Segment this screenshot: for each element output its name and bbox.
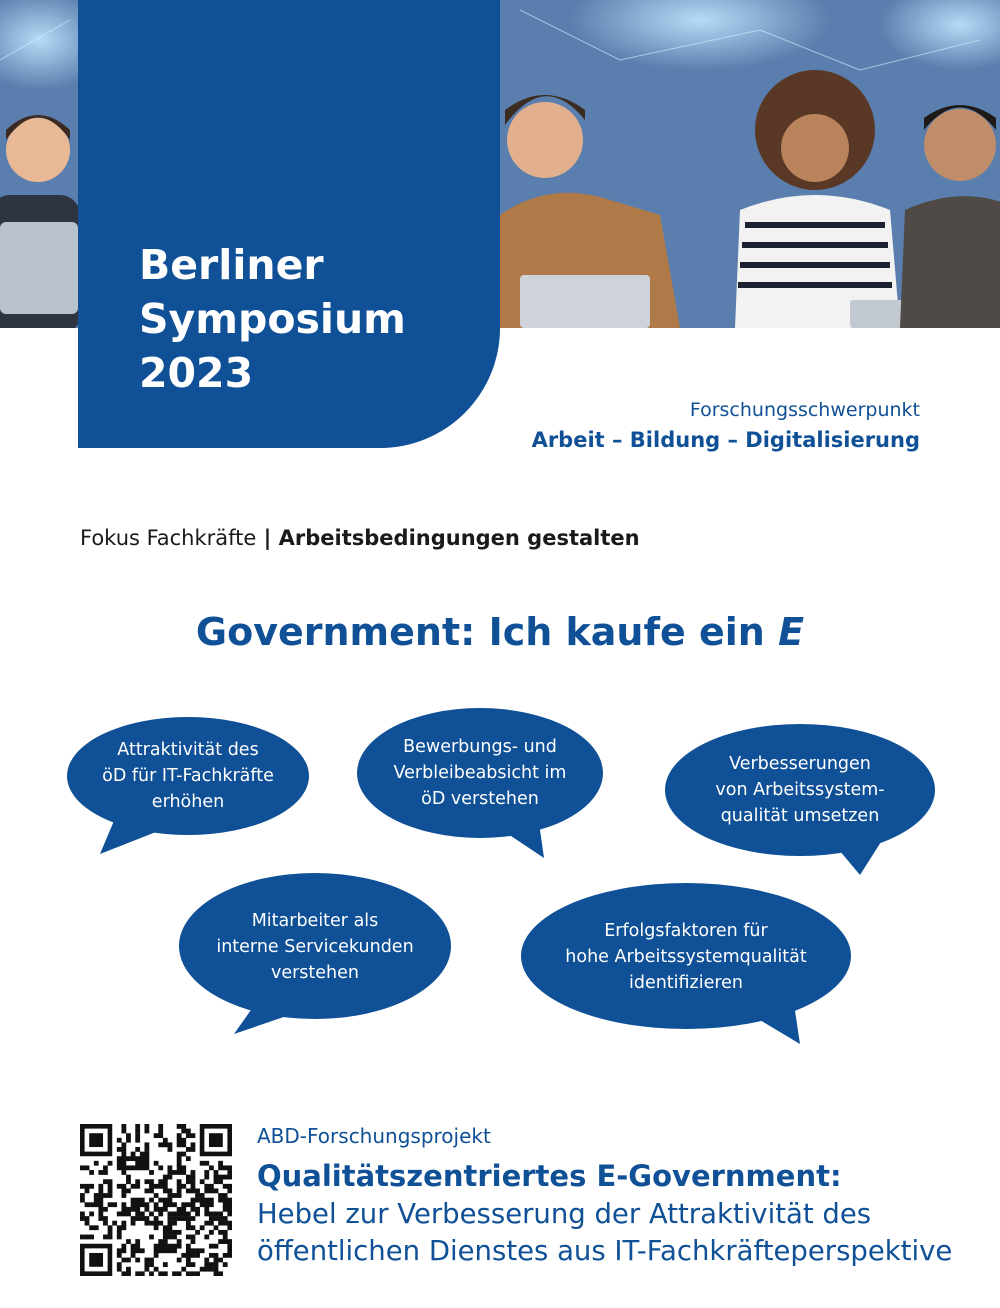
subline-topic: Arbeitsbedingungen gestalten: [278, 526, 640, 550]
event-title-line3: 2023: [139, 349, 254, 397]
project-subtitle-line2: öffentlichen Dienstes aus IT-Fachkräfteperspektive: [257, 1235, 953, 1267]
speech-bubble-1: [66, 716, 312, 856]
project-label: ABD-Forschungsprojekt: [257, 1124, 491, 1148]
event-title-line2: Symposium: [139, 295, 406, 343]
project-subtitle-line1: Hebel zur Verbesserung der Attraktivität des: [257, 1198, 872, 1230]
research-focus: [532, 396, 920, 456]
headline-emphasis: E: [778, 610, 805, 654]
speech-bubble-text: Mitarbeiter als interne Servicekunden verstehen: [216, 911, 414, 983]
event-title-line1: Berliner: [139, 241, 324, 289]
project-title: Qualitätszentriertes E-Government:: [257, 1159, 842, 1193]
event-title: [139, 238, 406, 400]
speech-bubble-text: Attraktivität des öD für IT-Fachkräfte erhöhen: [102, 740, 274, 812]
headline: [0, 610, 1000, 654]
headline-text: Government: Ich kaufe ein: [195, 610, 779, 654]
subline: [80, 526, 640, 550]
qr-code-icon[interactable]: [80, 1124, 232, 1276]
research-focus-label: Forschungsschwerpunkt: [689, 399, 920, 421]
subline-separator: |: [256, 526, 279, 550]
qr-code-graphic: [80, 1124, 232, 1276]
research-focus-topic: Arbeit – Bildung – Digitalisierung: [531, 428, 920, 452]
speech-bubble-4: [178, 870, 452, 1036]
project-info: [257, 1122, 952, 1270]
speech-bubble-2: [356, 706, 614, 860]
speech-bubble-text: Bewerbungs- und Verbleibeabsicht im öD verstehen: [393, 737, 567, 809]
speech-bubble-5: [520, 882, 852, 1046]
event-title-panel: [78, 0, 500, 448]
speech-bubble-text: Erfolgsfaktoren für hohe Arbeitssystemqualität identifizieren: [565, 921, 807, 993]
speech-bubble-3: [664, 722, 936, 877]
subline-category: Fokus Fachkräfte: [80, 526, 257, 550]
speech-bubble-text: Verbesserungen von Arbeitssystem- qualität umsetzen: [715, 754, 885, 826]
